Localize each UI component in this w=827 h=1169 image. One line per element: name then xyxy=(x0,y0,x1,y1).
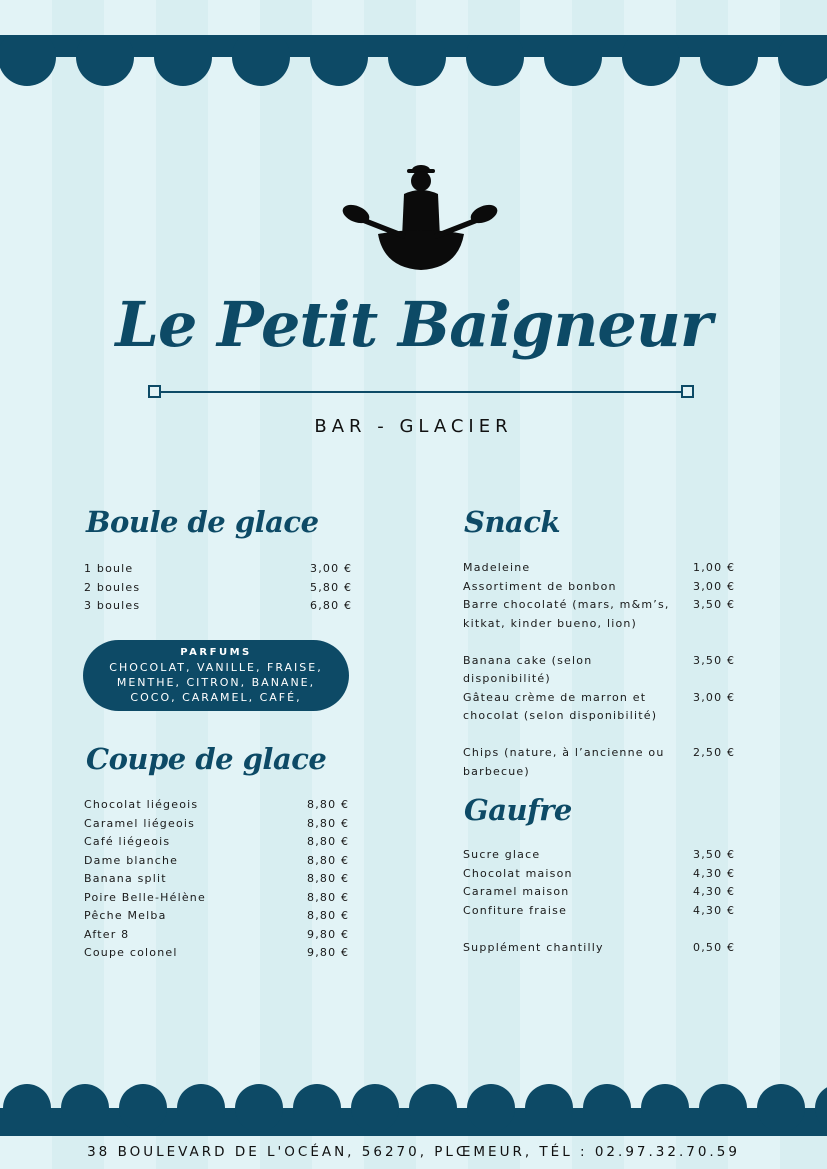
menu-item xyxy=(463,689,736,726)
item-price: 4,30 € xyxy=(693,885,736,898)
item-price: 3,50 € xyxy=(693,653,736,667)
item-price: 8,80 € xyxy=(307,798,350,811)
menu-item xyxy=(84,852,350,871)
item-name: Caramel maison xyxy=(463,885,570,898)
item-price: 8,80 € xyxy=(307,816,350,830)
menu-item xyxy=(84,833,350,852)
item-price: 8,80 € xyxy=(307,853,350,867)
kayaker-icon xyxy=(340,160,500,272)
menu-item xyxy=(463,883,736,902)
item-name: Gâteau crème de marron et chocolat (selon disponibilité) xyxy=(463,690,658,722)
item-price: 6,80 € xyxy=(310,599,353,612)
section-title-snack: Snack xyxy=(464,505,561,539)
flavors-list: CHOCOLAT, VANILLE, FRAISE, MENTHE, CITRON, BANANE, COCO, CARAMEL, CAFÉ, xyxy=(109,661,323,704)
flavors-title: PARFUMS xyxy=(180,647,252,658)
flavors-box xyxy=(83,640,349,711)
gaufre-list xyxy=(463,846,736,957)
item-price: 5,80 € xyxy=(310,580,353,594)
item-name: Confiture fraise xyxy=(463,903,568,917)
item-price: 1,00 € xyxy=(693,561,736,574)
item-name: Sucre glace xyxy=(463,848,541,861)
section-title-boule: Boule de glace xyxy=(86,505,319,539)
item-price: 3,00 € xyxy=(310,562,353,575)
item-price: 8,80 € xyxy=(307,890,350,904)
item-name: Barre chocolaté (mars, m&m’s, kitkat, kinder bueno, lion) xyxy=(463,598,670,630)
item-name: Chocolat maison xyxy=(463,866,573,880)
menu-item xyxy=(463,596,736,633)
menu-item xyxy=(463,559,736,578)
item-name: Banana cake (selon disponibilité) xyxy=(463,653,593,685)
item-price: 3,50 € xyxy=(693,848,736,861)
item-price: 8,80 € xyxy=(307,872,350,885)
item-price: 4,30 € xyxy=(693,866,736,880)
item-name: 3 boules xyxy=(84,599,141,612)
item-price: 9,80 € xyxy=(307,927,350,941)
item-price: 3,00 € xyxy=(693,579,736,593)
menu-item xyxy=(84,926,350,945)
item-name: Coupe colonel xyxy=(84,946,178,959)
bottom-wave-banner xyxy=(0,1080,827,1136)
menu-item xyxy=(463,744,736,781)
menu-item xyxy=(84,597,353,616)
item-name: Banana split xyxy=(84,872,167,885)
menu-item xyxy=(463,902,736,921)
item-price: 4,30 € xyxy=(693,903,736,917)
item-price: 2,50 € xyxy=(693,746,736,759)
item-price: 0,50 € xyxy=(693,940,736,954)
menu-item xyxy=(463,846,736,865)
item-price: 9,80 € xyxy=(307,946,350,959)
menu-item xyxy=(463,939,736,958)
item-price: 8,80 € xyxy=(307,835,350,848)
boule-list xyxy=(84,560,353,616)
menu-item xyxy=(84,870,350,889)
item-name: Madeleine xyxy=(463,561,531,574)
item-price: 3,50 € xyxy=(693,598,736,611)
menu-item xyxy=(84,815,350,834)
snack-list xyxy=(463,559,736,781)
item-name: Chips (nature, à l’ancienne ou barbecue) xyxy=(463,746,665,778)
menu-item xyxy=(463,578,736,597)
menu-item xyxy=(84,889,350,908)
item-name: Caramel liégeois xyxy=(84,816,196,830)
footer-address: 38 BOULEVARD DE L'OCÉAN, 56270, PLŒMEUR, TÉL : 02.97.32.70.59 xyxy=(87,1144,740,1160)
coupe-list xyxy=(84,796,350,963)
item-name: Dame blanche xyxy=(84,853,179,867)
section-title-coupe: Coupe de glace xyxy=(86,742,327,776)
menu-item xyxy=(463,865,736,884)
item-name: Assortiment de bonbon xyxy=(463,579,617,593)
title-divider xyxy=(148,385,694,399)
item-name: Poire Belle-Hélène xyxy=(84,890,206,904)
item-name: Supplément chantilly xyxy=(463,940,604,954)
item-name: Pêche Melba xyxy=(84,909,167,922)
subtitle: BAR - GLACIER xyxy=(314,416,513,437)
menu-item xyxy=(84,560,353,579)
menu-item xyxy=(84,579,353,598)
item-name: 1 boule xyxy=(84,562,134,575)
menu-item xyxy=(84,944,350,963)
menu-item xyxy=(84,796,350,815)
section-title-gaufre: Gaufre xyxy=(464,793,572,827)
top-wave-banner xyxy=(0,35,827,87)
menu-item xyxy=(84,907,350,926)
item-name: Café liégeois xyxy=(84,835,171,848)
item-price: 3,00 € xyxy=(693,690,736,704)
item-name: Chocolat liégeois xyxy=(84,798,199,811)
menu-item xyxy=(463,652,736,689)
item-price: 8,80 € xyxy=(307,909,350,922)
item-name: After 8 xyxy=(84,927,130,941)
brand-title: Le Petit Baigneur xyxy=(115,288,712,361)
item-name: 2 boules xyxy=(84,580,141,594)
